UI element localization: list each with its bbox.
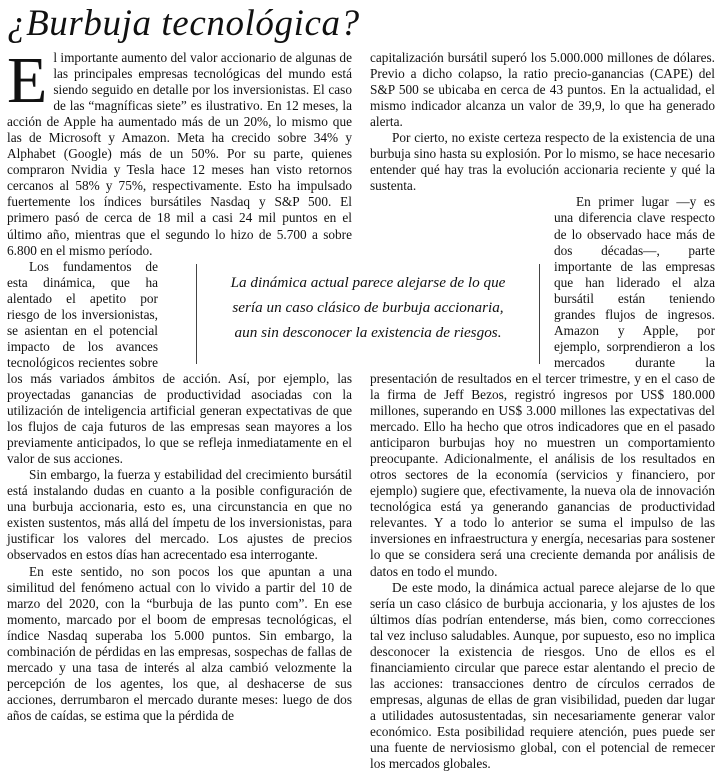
paragraph: capitalización bursátil superó los 5.000.000 millones de dólares. Previo a dicho colapso, la ratio precio-ganancias (CAPE) del S&P 500 se ubicaba en cerca de 43 puntos. En la actualidad, el mismo indicador alcanza un valor de 39,9, lo que ha generado alerta. — [370, 50, 715, 130]
article-title: ¿Burbuja tecnológica? — [7, 3, 360, 44]
paragraph: Por cierto, no existe certeza respecto de la existencia de una burbuja sino hasta su explosión. Por lo mismo, se hace necesario entender qué hay tras la evolución accionaria reciente y qué la sustenta. — [370, 130, 715, 194]
paragraph — [7, 44, 352, 259]
pull-quote-line: aun sin desconocer la existencia de riesgos. — [234, 324, 502, 341]
paragraph: En primer lugar —y es una diferencia clave respecto de lo observado hace más de dos décadas—, parte importante de las empresas que han liderado el alza bursátil están teniendo grandes flujos de ingresos. Amazon y Apple, por ejemplo, sorprendieron a los mercados durante la presentación de resultados en el tercer trimestre, y en el caso de la firma de Jeff Bezos, registró ingresos por US$ 180.000 millones, superando en US$ 3.000 millones las expectativas del mercado. Ello ha hecho que otros indicadores que en el pasado anticiparon burbujas hoy no muestren un comportamiento preocupante. Adicionalmente, el análisis de los resultados en otros sectores de la economía (servicios y financiero, por ejemplo) sugiere que, efectivamente, la nueva ola de innovación tecnológica está ya generando ganancias de productividad relevantes. Y a todo lo anterior se suma el impulso de las inversiones en infraestructura y energía, necesarias para sostener lo que se considera será una creciente demanda por análisis de datos en todo el mundo. — [370, 194, 715, 579]
pull-quote-line: sería un caso clásico de burbuja accionaria, — [232, 299, 504, 316]
pull-quote — [196, 264, 540, 364]
right-column — [370, 50, 715, 772]
paragraph-text: l importante aumento del valor accionario de algunas de las principales empresas tecnológicas del mundo está siendo seguido en detalle por los inversionistas. El caso de las “magníficas siete” es ilustrativo. En 12 meses, la acción de Apple ha aumentado más de un 20%, lo mismo que las de Microsoft y Amazon. Meta ha crecido sobre 34% y Alphabet (Google) más de un 50%. Por su parte, quienes compraron Nvidia y Tesla hace 12 meses han visto retornos cercanos al 58% y 75%, respectivamente. Esto ha impulsado fuertemente los índices bursátiles Nasdaq y S&P 500. El primero pasó de cerca de 18 mil a casi 24 mil puntos en el último año, mientras que el segundo lo hizo de 5.700 a sobre 6.800 en el mismo período. — [7, 50, 352, 258]
paragraph: De este modo, la dinámica actual parece alejarse de lo que sería un caso clásico de burbuja accionaria, y los ajustes de los últimos días podrían entenderse, más bien, como correcciones tal vez incluso saludables. Aunque, por supuesto, eso no implica desconocer la existencia de riesgos. Uno de ellos es el financiamiento circular que parece estar alentando el precio de las acciones: transacciones dentro de círculos cerrados de empresas, algunas de ellas de gran visibilidad, pueden dar lugar a utilidades autosustentadas, sin necesariamente generar valor económico. Esta posibilidad requiere atención, pues puede ser una fuente de nerviosismo global, con el potencial de remecer los mercados globales. — [370, 579, 715, 772]
drop-cap: E — [7, 44, 48, 117]
left-column — [7, 44, 352, 723]
paragraph: Sin embargo, la fuerza y estabilidad del crecimiento bursátil está instalando dudas en cuanto a la posible configuración de una burbuja accionaria, esto es, una circunstancia en que no existen sustentos, más allá del ímpetu de los inversionistas, para justificar los valores del mercado. Los ajustes de precios observados en estos días han acrecentado esa interrogante. — [7, 467, 352, 563]
paragraph: En este sentido, no son pocos los que apuntan a una similitud del fenómeno actual con lo vivido a partir del 10 de marzo del 2020, con la “burbuja de las punto com”. En ese momento, marcado por el boom de empresas tecnológicas, el índice Nasdaq superaba los 5.000 puntos. Sin embargo, la combinación de pérdidas en las empresas, sospechas de fallas de mercado y una tasa de interés al alza cambió velozmente la percepción de los agentes, los que, al deshacerse de sus acciones, derrumbaron el mercado durante meses: luego de dos años de caídas, se estima que la pérdida de — [7, 563, 352, 723]
paragraph: Los fundamentos de esta dinámica, que ha alentado el apetito por riesgo de los inversionistas, se asientan en el potencial impacto de los avances tecnológicos recientes sobre los más variados ámbitos de acción. Así, por ejemplo, las proyectadas ganancias de productividad asociadas con la utilización de inteligencia artificial generan expectativas de que los flujos de caja futuros de las empresas sean mayores a los previamente anticipados, lo que se refleja inmediatamente en el valor de sus acciones. — [7, 258, 352, 467]
pull-quote-line: La dinámica actual parece alejarse de lo que — [230, 274, 506, 291]
